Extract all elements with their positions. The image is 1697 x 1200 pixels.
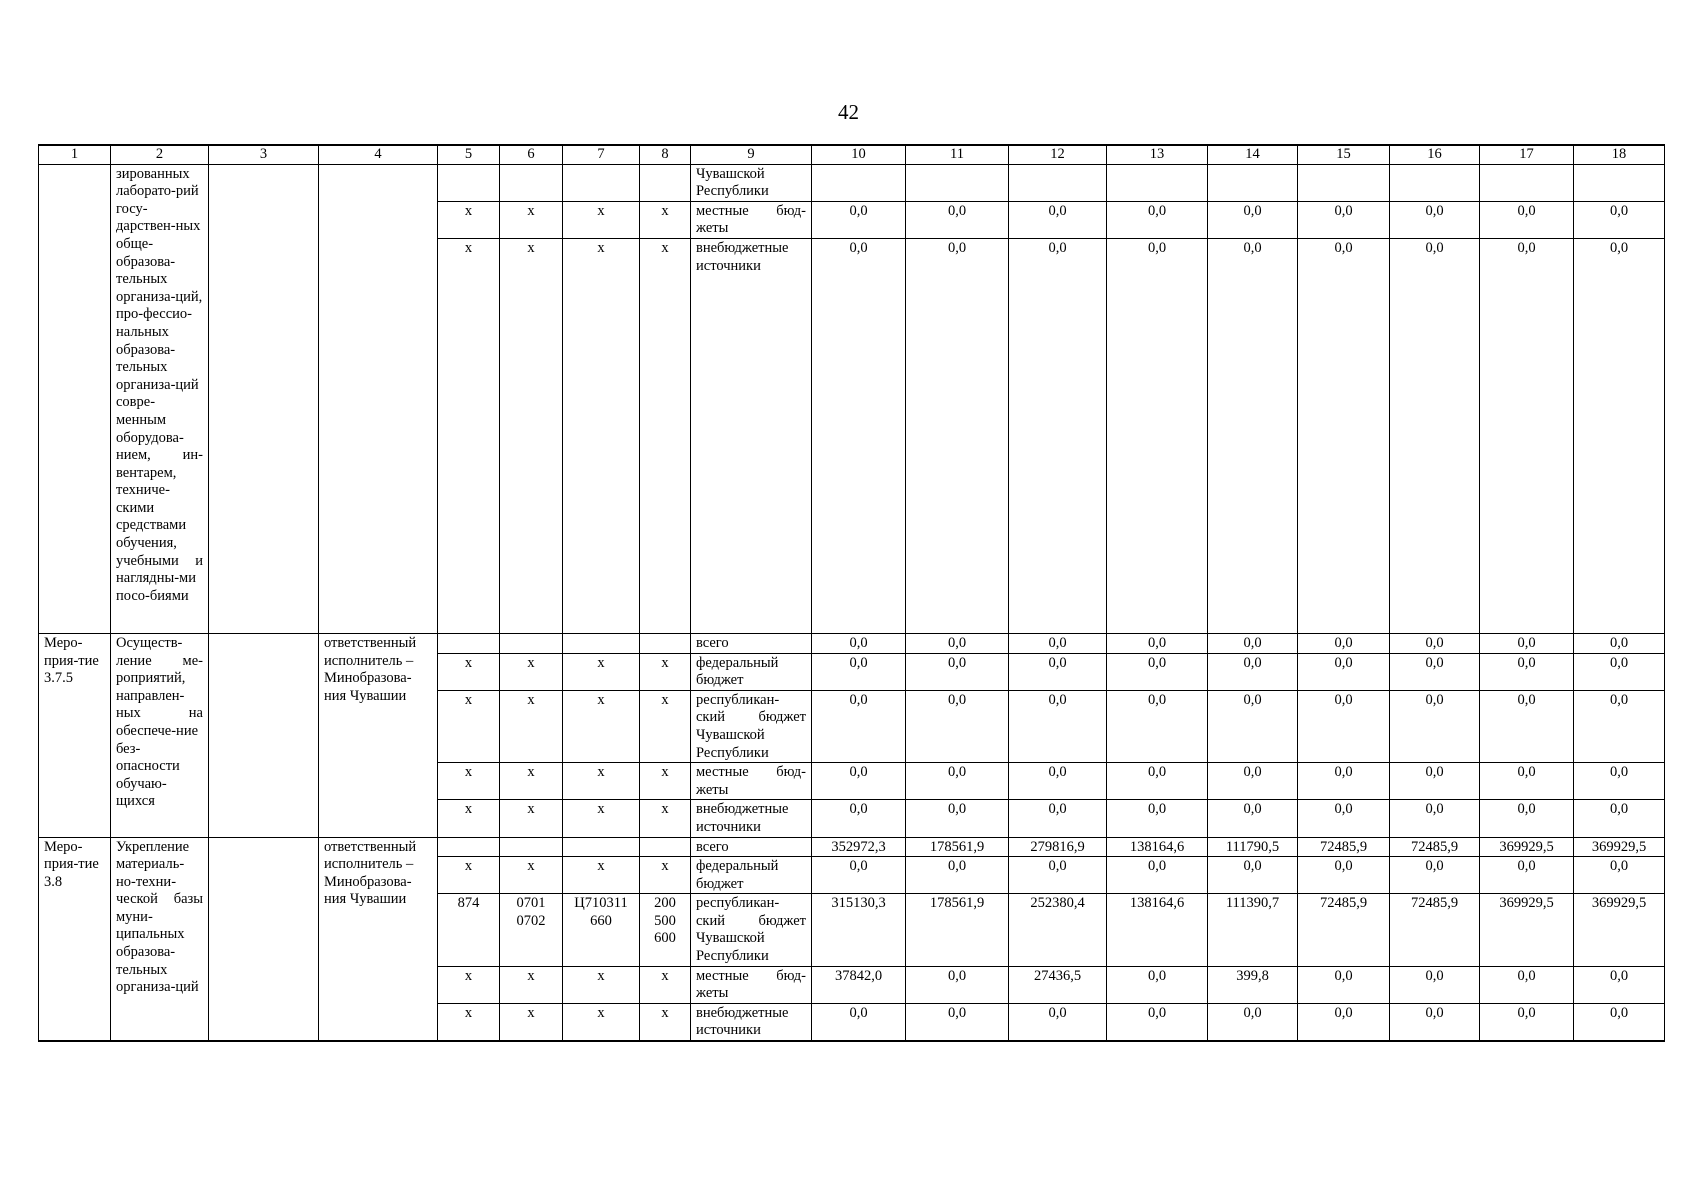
funding-source: республикан-ский бюджет Чувашской Республики [691,894,812,966]
value-cell [1107,164,1208,201]
measure-description: Укрепление материаль-но-техни-ческой базы муни-ципальных образова-тельных организа-ций [111,837,209,1041]
code-cell: x [563,966,640,1003]
code-cell: x [438,201,500,238]
value-cell: 0,0 [1574,653,1665,690]
header-row [39,145,1665,164]
value-cell: 0,0 [1298,763,1390,800]
value-cell: 138164,6 [1107,837,1208,857]
value-cell [1298,164,1390,201]
value-cell: 0,0 [1107,763,1208,800]
value-cell: 0,0 [1208,857,1298,894]
code-cell: x [640,690,691,762]
value-cell: 0,0 [906,201,1009,238]
header-cell-15: 15 [1298,145,1390,164]
code-cell: x [640,238,691,633]
value-cell: 0,0 [1107,857,1208,894]
header-cell-17: 17 [1480,145,1574,164]
value-cell: 0,0 [1208,633,1298,653]
code-cell: x [438,690,500,762]
funding-source: Чувашской Республики [691,164,812,201]
header-cell-16: 16 [1390,145,1480,164]
value-cell: 279816,9 [1009,837,1107,857]
funding-source: внебюджетные источники [691,238,812,633]
value-cell [1574,164,1665,201]
value-cell: 0,0 [812,653,906,690]
value-cell: 0,0 [1298,653,1390,690]
value-cell [1009,164,1107,201]
code-cell: x [640,800,691,837]
value-cell: 369929,5 [1480,894,1574,966]
code-cell: x [640,763,691,800]
value-cell: 111390,7 [1208,894,1298,966]
value-cell: 0,0 [1574,1003,1665,1041]
value-cell: 0,0 [1107,653,1208,690]
value-cell: 0,0 [1574,201,1665,238]
value-cell: 0,0 [1208,690,1298,762]
code-cell: x [438,857,500,894]
funding-source: местные бюд-жеты [691,966,812,1003]
value-cell: 0,0 [1390,238,1480,633]
header-cell-6: 6 [500,145,563,164]
col3-cell [209,633,319,837]
page-number: 42 [838,100,859,124]
value-cell: 0,0 [1009,1003,1107,1041]
value-cell: 369929,5 [1480,837,1574,857]
header-cell-5: 5 [438,145,500,164]
code-cell: x [640,1003,691,1041]
value-cell: 369929,5 [1574,894,1665,966]
header-cell-12: 12 [1009,145,1107,164]
value-cell: 0,0 [1298,690,1390,762]
budget-table [38,144,1665,1042]
code-cell: x [563,653,640,690]
value-cell [1390,164,1480,201]
funding-source: местные бюд-жеты [691,763,812,800]
value-cell: 0,0 [812,633,906,653]
value-cell: 0,0 [1009,690,1107,762]
code-cell: x [500,690,563,762]
code-cell: x [640,857,691,894]
value-cell: 0,0 [1107,201,1208,238]
value-cell: 0,0 [1298,633,1390,653]
code-cell: x [438,966,500,1003]
code-cell [500,837,563,857]
code-cell: x [563,238,640,633]
value-cell: 27436,5 [1009,966,1107,1003]
value-cell: 0,0 [812,1003,906,1041]
value-cell: 0,0 [1107,1003,1208,1041]
value-cell: 0,0 [1390,857,1480,894]
value-cell: 0,0 [1390,800,1480,837]
value-cell: 0,0 [1390,653,1480,690]
code-cell: x [563,690,640,762]
value-cell: 0,0 [1009,800,1107,837]
code-cell: x [563,1003,640,1041]
value-cell: 0,0 [1574,800,1665,837]
funding-source: республикан-ский бюджет Чувашской Республики [691,690,812,762]
value-cell: 0,0 [1480,633,1574,653]
code-cell [563,164,640,201]
header-cell-1: 1 [39,145,111,164]
header-cell-11: 11 [906,145,1009,164]
value-cell: 0,0 [1480,201,1574,238]
value-cell: 0,0 [1009,633,1107,653]
value-cell: 72485,9 [1298,894,1390,966]
table-row [39,837,1665,857]
header-cell-4: 4 [319,145,438,164]
value-cell: 178561,9 [906,837,1009,857]
value-cell: 0,0 [1208,800,1298,837]
code-cell: x [500,238,563,633]
code-cell: x [438,800,500,837]
value-cell: 0,0 [1298,800,1390,837]
value-cell: 0,0 [1480,1003,1574,1041]
value-cell: 178561,9 [906,894,1009,966]
executor: ответственный исполнитель – Минобразова-ния Чувашии [319,837,438,1041]
value-cell: 37842,0 [812,966,906,1003]
value-cell: 0,0 [812,201,906,238]
value-cell: 0,0 [1009,763,1107,800]
value-cell: 0,0 [1390,1003,1480,1041]
value-cell: 0,0 [1574,633,1665,653]
value-cell: 0,0 [1107,238,1208,633]
value-cell: 0,0 [1574,763,1665,800]
header-cell-18: 18 [1574,145,1665,164]
value-cell: 0,0 [1107,966,1208,1003]
value-cell: 0,0 [1107,690,1208,762]
code-cell: x [500,1003,563,1041]
code-cell [640,837,691,857]
header-cell-9: 9 [691,145,812,164]
code-cell: x [438,653,500,690]
code-cell [438,164,500,201]
funding-source: федеральный бюджет [691,857,812,894]
code-cell [563,837,640,857]
value-cell: 0,0 [812,238,906,633]
measure-label [39,164,111,633]
code-cell: x [500,800,563,837]
value-cell: 0,0 [1480,238,1574,633]
code-cell: x [563,857,640,894]
code-cell [500,633,563,653]
value-cell: 0,0 [1390,763,1480,800]
value-cell: 0,0 [1298,1003,1390,1041]
value-cell: 0,0 [1574,238,1665,633]
value-cell: 0,0 [1480,966,1574,1003]
value-cell: 0,0 [906,966,1009,1003]
code-cell: x [500,857,563,894]
col3-cell [209,164,319,633]
value-cell: 0,0 [1390,966,1480,1003]
value-cell [1208,164,1298,201]
value-cell: 0,0 [1009,653,1107,690]
value-cell: 0,0 [1480,653,1574,690]
value-cell: 0,0 [1390,633,1480,653]
value-cell: 0,0 [1390,201,1480,238]
value-cell: 0,0 [1574,857,1665,894]
value-cell: 0,0 [1208,653,1298,690]
table-row [39,164,1665,201]
value-cell: 352972,3 [812,837,906,857]
code-cell: x [640,201,691,238]
header-cell-14: 14 [1208,145,1298,164]
code-cell: x [563,763,640,800]
value-cell: 0,0 [812,800,906,837]
value-cell: 0,0 [906,800,1009,837]
value-cell: 0,0 [1574,690,1665,762]
value-cell [1480,164,1574,201]
value-cell: 252380,4 [1009,894,1107,966]
value-cell: 0,0 [1009,238,1107,633]
value-cell: 0,0 [906,1003,1009,1041]
code-cell [500,164,563,201]
measure-label: Меро-прия-тие 3.7.5 [39,633,111,837]
value-cell: 0,0 [1480,800,1574,837]
value-cell: 0,0 [906,763,1009,800]
executor [319,164,438,633]
value-cell: 0,0 [1208,763,1298,800]
value-cell: 0,0 [1107,800,1208,837]
code-cell: x [500,966,563,1003]
code-cell [563,633,640,653]
code-cell: 0701 0702 [500,894,563,966]
header-cell-13: 13 [1107,145,1208,164]
value-cell: 0,0 [906,690,1009,762]
header-cell-10: 10 [812,145,906,164]
value-cell: 0,0 [1298,857,1390,894]
value-cell: 72485,9 [1298,837,1390,857]
funding-source: внебюджетные источники [691,800,812,837]
code-cell [438,633,500,653]
value-cell: 72485,9 [1390,894,1480,966]
header-cell-8: 8 [640,145,691,164]
value-cell: 0,0 [1208,1003,1298,1041]
value-cell: 0,0 [1480,690,1574,762]
value-cell: 0,0 [906,857,1009,894]
value-cell [812,164,906,201]
value-cell: 0,0 [1009,857,1107,894]
code-cell: Ц710311 660 [563,894,640,966]
value-cell: 0,0 [812,763,906,800]
value-cell: 0,0 [1208,201,1298,238]
header-cell-2: 2 [111,145,209,164]
code-cell: x [640,966,691,1003]
executor: ответственный исполнитель – Минобразова-ния Чувашии [319,633,438,837]
value-cell: 138164,6 [1107,894,1208,966]
code-cell: x [500,653,563,690]
value-cell: 111790,5 [1208,837,1298,857]
value-cell: 0,0 [812,690,906,762]
code-cell [640,633,691,653]
value-cell: 0,0 [906,653,1009,690]
code-cell: x [438,238,500,633]
table-row [39,633,1665,653]
funding-source: всего [691,837,812,857]
value-cell: 0,0 [1298,966,1390,1003]
code-cell: x [438,763,500,800]
code-cell: x [500,763,563,800]
value-cell: 0,0 [906,633,1009,653]
code-cell: 200 500 600 [640,894,691,966]
header-cell-3: 3 [209,145,319,164]
code-cell: x [500,201,563,238]
value-cell: 0,0 [1574,966,1665,1003]
header-cell-7: 7 [563,145,640,164]
code-cell: x [640,653,691,690]
funding-source: местные бюд-жеты [691,201,812,238]
code-cell [640,164,691,201]
value-cell: 72485,9 [1390,837,1480,857]
funding-source: внебюджетные источники [691,1003,812,1041]
measure-description: Осуществ-ление ме-роприятий, направлен-ных на обеспече-ние без-опасности обучаю-щихся [111,633,209,837]
code-cell: x [563,800,640,837]
value-cell: 0,0 [906,238,1009,633]
code-cell [438,837,500,857]
value-cell: 0,0 [1298,238,1390,633]
value-cell: 369929,5 [1574,837,1665,857]
value-cell: 0,0 [1107,633,1208,653]
col3-cell [209,837,319,1041]
value-cell: 0,0 [1480,857,1574,894]
value-cell: 0,0 [1298,201,1390,238]
value-cell: 0,0 [1390,690,1480,762]
code-cell: x [563,201,640,238]
value-cell: 0,0 [1009,201,1107,238]
funding-source: всего [691,633,812,653]
value-cell: 399,8 [1208,966,1298,1003]
measure-label: Меро-прия-тие 3.8 [39,837,111,1041]
funding-source: федеральный бюджет [691,653,812,690]
measure-description: зированных лаборато-рий госу-дарствен-ных обще-образова-тельных организа-ций, про-фессио-нальных образова-тельных организа-ций совре-менным оборудова-нием, ин-вентарем, техниче-скими средствами обучения, учебными и наглядны-ми посо-биями [111,164,209,633]
value-cell: 0,0 [812,857,906,894]
code-cell: x [438,1003,500,1041]
value-cell: 0,0 [1208,238,1298,633]
code-cell: 874 [438,894,500,966]
value-cell: 315130,3 [812,894,906,966]
value-cell: 0,0 [1480,763,1574,800]
value-cell [906,164,1009,201]
